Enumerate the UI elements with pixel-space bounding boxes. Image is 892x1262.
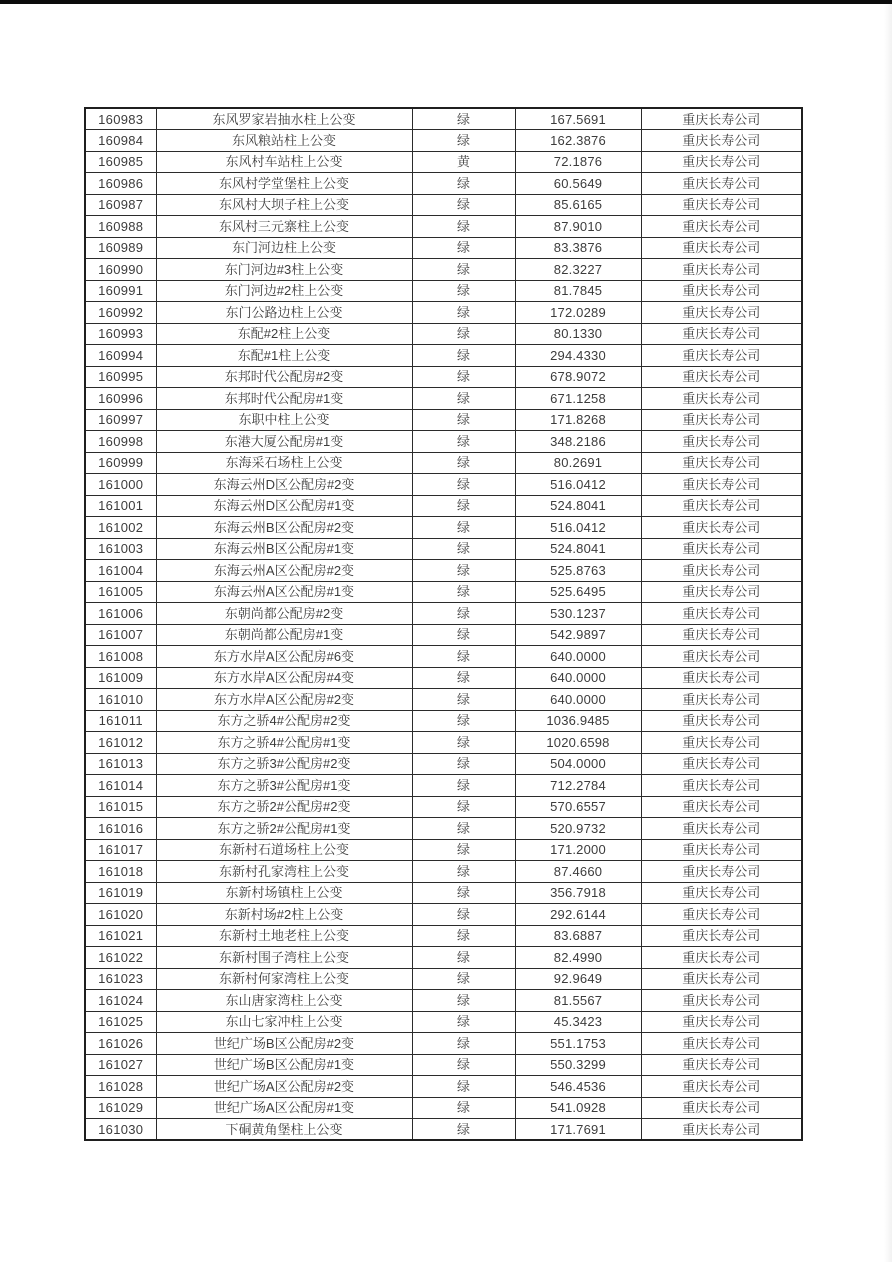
cell-org: 重庆长寿公司 — [641, 517, 802, 539]
cell-name: 世纪广场B区公配房#1变 — [156, 1054, 412, 1076]
cell-status: 绿 — [412, 173, 515, 195]
cell-name: 东门公路边柱上公变 — [156, 302, 412, 324]
cell-status: 绿 — [412, 710, 515, 732]
cell-org: 重庆长寿公司 — [641, 818, 802, 840]
cell-value: 92.9649 — [515, 968, 641, 990]
cell-org: 重庆长寿公司 — [641, 474, 802, 496]
cell-value: 516.0412 — [515, 517, 641, 539]
cell-name: 东风粮站柱上公变 — [156, 130, 412, 152]
cell-name: 东风村车站柱上公变 — [156, 151, 412, 173]
cell-org: 重庆长寿公司 — [641, 646, 802, 668]
cell-value: 640.0000 — [515, 689, 641, 711]
table-row — [85, 796, 802, 818]
cell-org: 重庆长寿公司 — [641, 710, 802, 732]
cell-org: 重庆长寿公司 — [641, 1033, 802, 1055]
cell-name: 东配#1柱上公变 — [156, 345, 412, 367]
cell-id: 161014 — [85, 775, 156, 797]
table-row — [85, 237, 802, 259]
cell-org: 重庆长寿公司 — [641, 388, 802, 410]
cell-org: 重庆长寿公司 — [641, 560, 802, 582]
cell-status: 绿 — [412, 517, 515, 539]
table-row — [85, 302, 802, 324]
cell-status: 绿 — [412, 839, 515, 861]
cell-org: 重庆长寿公司 — [641, 237, 802, 259]
table-row — [85, 1033, 802, 1055]
cell-org: 重庆长寿公司 — [641, 1119, 802, 1141]
transformer-load-table — [84, 107, 803, 1141]
cell-value: 45.3423 — [515, 1011, 641, 1033]
cell-name: 东新村孔家湾柱上公变 — [156, 861, 412, 883]
table-row — [85, 753, 802, 775]
cell-id: 161029 — [85, 1097, 156, 1119]
cell-value: 712.2784 — [515, 775, 641, 797]
cell-id: 160983 — [85, 108, 156, 130]
cell-status: 绿 — [412, 345, 515, 367]
cell-org: 重庆长寿公司 — [641, 925, 802, 947]
cell-value: 83.6887 — [515, 925, 641, 947]
cell-id: 161019 — [85, 882, 156, 904]
cell-name: 东新村石道场柱上公变 — [156, 839, 412, 861]
cell-name: 东门河边柱上公变 — [156, 237, 412, 259]
cell-value: 292.6144 — [515, 904, 641, 926]
cell-name: 东邦时代公配房#2变 — [156, 366, 412, 388]
table-row — [85, 1119, 802, 1141]
cell-name: 东港大厦公配房#1变 — [156, 431, 412, 453]
cell-org: 重庆长寿公司 — [641, 1054, 802, 1076]
cell-name: 下硐黄角堡柱上公变 — [156, 1119, 412, 1141]
cell-name: 东山唐家湾柱上公变 — [156, 990, 412, 1012]
table-row — [85, 861, 802, 883]
cell-value: 520.9732 — [515, 818, 641, 840]
cell-name: 世纪广场A区公配房#1变 — [156, 1097, 412, 1119]
cell-org: 重庆长寿公司 — [641, 323, 802, 345]
cell-value: 546.4536 — [515, 1076, 641, 1098]
cell-value: 171.2000 — [515, 839, 641, 861]
cell-value: 162.3876 — [515, 130, 641, 152]
cell-status: 绿 — [412, 1011, 515, 1033]
cell-name: 东方之骄4#公配房#2变 — [156, 710, 412, 732]
cell-id: 160995 — [85, 366, 156, 388]
table-row — [85, 947, 802, 969]
cell-org: 重庆长寿公司 — [641, 796, 802, 818]
cell-value: 516.0412 — [515, 474, 641, 496]
cell-status: 绿 — [412, 753, 515, 775]
cell-status: 绿 — [412, 495, 515, 517]
cell-value: 550.3299 — [515, 1054, 641, 1076]
cell-id: 161017 — [85, 839, 156, 861]
cell-status: 绿 — [412, 388, 515, 410]
cell-id: 161015 — [85, 796, 156, 818]
cell-value: 524.8041 — [515, 538, 641, 560]
cell-value: 542.9897 — [515, 624, 641, 646]
cell-name: 东新村何家湾柱上公变 — [156, 968, 412, 990]
cell-org: 重庆长寿公司 — [641, 409, 802, 431]
cell-value: 80.2691 — [515, 452, 641, 474]
cell-id: 160991 — [85, 280, 156, 302]
cell-id: 161012 — [85, 732, 156, 754]
cell-name: 东门河边#3柱上公变 — [156, 259, 412, 281]
table-row — [85, 904, 802, 926]
cell-org: 重庆长寿公司 — [641, 280, 802, 302]
cell-org: 重庆长寿公司 — [641, 345, 802, 367]
cell-name: 东风村三元寨柱上公变 — [156, 216, 412, 238]
cell-id: 161020 — [85, 904, 156, 926]
cell-value: 294.4330 — [515, 345, 641, 367]
cell-name: 东方之骄3#公配房#2变 — [156, 753, 412, 775]
table-row — [85, 108, 802, 130]
cell-id: 161023 — [85, 968, 156, 990]
cell-org: 重庆长寿公司 — [641, 581, 802, 603]
cell-id: 160988 — [85, 216, 156, 238]
table-row — [85, 646, 802, 668]
cell-status: 绿 — [412, 925, 515, 947]
cell-org: 重庆长寿公司 — [641, 753, 802, 775]
cell-id: 160993 — [85, 323, 156, 345]
cell-id: 161025 — [85, 1011, 156, 1033]
cell-status: 绿 — [412, 280, 515, 302]
cell-status: 绿 — [412, 667, 515, 689]
table-row — [85, 1011, 802, 1033]
cell-value: 541.0928 — [515, 1097, 641, 1119]
table-row — [85, 990, 802, 1012]
table-row — [85, 474, 802, 496]
cell-status: 绿 — [412, 431, 515, 453]
cell-id: 161001 — [85, 495, 156, 517]
table-row — [85, 1097, 802, 1119]
cell-status: 绿 — [412, 194, 515, 216]
cell-value: 356.7918 — [515, 882, 641, 904]
cell-name: 东海云州A区公配房#1变 — [156, 581, 412, 603]
cell-name: 东海云州D区公配房#1变 — [156, 495, 412, 517]
cell-status: 绿 — [412, 796, 515, 818]
cell-id: 161028 — [85, 1076, 156, 1098]
cell-status: 绿 — [412, 108, 515, 130]
cell-value: 83.3876 — [515, 237, 641, 259]
cell-id: 161018 — [85, 861, 156, 883]
table-body — [85, 108, 802, 1140]
table-row — [85, 603, 802, 625]
table-row — [85, 775, 802, 797]
cell-org: 重庆长寿公司 — [641, 947, 802, 969]
cell-org: 重庆长寿公司 — [641, 130, 802, 152]
cell-name: 东方水岸A区公配房#2变 — [156, 689, 412, 711]
table-row — [85, 194, 802, 216]
cell-value: 85.6165 — [515, 194, 641, 216]
cell-value: 87.9010 — [515, 216, 641, 238]
cell-id: 161016 — [85, 818, 156, 840]
table-row — [85, 560, 802, 582]
table-row — [85, 667, 802, 689]
cell-id: 161009 — [85, 667, 156, 689]
cell-status: 黄 — [412, 151, 515, 173]
cell-value: 525.8763 — [515, 560, 641, 582]
cell-status: 绿 — [412, 581, 515, 603]
cell-org: 重庆长寿公司 — [641, 431, 802, 453]
table-row — [85, 151, 802, 173]
cell-id: 161027 — [85, 1054, 156, 1076]
cell-status: 绿 — [412, 538, 515, 560]
cell-value: 671.1258 — [515, 388, 641, 410]
table-row — [85, 882, 802, 904]
cell-status: 绿 — [412, 130, 515, 152]
cell-status: 绿 — [412, 1054, 515, 1076]
table-row — [85, 839, 802, 861]
cell-value: 171.8268 — [515, 409, 641, 431]
cell-id: 161008 — [85, 646, 156, 668]
cell-name: 东海采石场柱上公变 — [156, 452, 412, 474]
cell-name: 东职中柱上公变 — [156, 409, 412, 431]
cell-name: 世纪广场B区公配房#2变 — [156, 1033, 412, 1055]
cell-id: 160998 — [85, 431, 156, 453]
cell-org: 重庆长寿公司 — [641, 108, 802, 130]
cell-name: 东方水岸A区公配房#6变 — [156, 646, 412, 668]
cell-id: 161007 — [85, 624, 156, 646]
cell-org: 重庆长寿公司 — [641, 452, 802, 474]
cell-org: 重庆长寿公司 — [641, 538, 802, 560]
cell-value: 570.6557 — [515, 796, 641, 818]
table-row — [85, 624, 802, 646]
cell-org: 重庆长寿公司 — [641, 882, 802, 904]
cell-status: 绿 — [412, 1033, 515, 1055]
cell-org: 重庆长寿公司 — [641, 839, 802, 861]
cell-value: 172.0289 — [515, 302, 641, 324]
cell-name: 东风村大坝子柱上公变 — [156, 194, 412, 216]
cell-name: 东新村围子湾柱上公变 — [156, 947, 412, 969]
cell-id: 160996 — [85, 388, 156, 410]
cell-name: 东海云州B区公配房#2变 — [156, 517, 412, 539]
cell-id: 161022 — [85, 947, 156, 969]
cell-org: 重庆长寿公司 — [641, 194, 802, 216]
cell-value: 81.5567 — [515, 990, 641, 1012]
cell-id: 161000 — [85, 474, 156, 496]
cell-id: 160985 — [85, 151, 156, 173]
cell-org: 重庆长寿公司 — [641, 775, 802, 797]
cell-org: 重庆长寿公司 — [641, 173, 802, 195]
cell-value: 551.1753 — [515, 1033, 641, 1055]
cell-status: 绿 — [412, 861, 515, 883]
cell-status: 绿 — [412, 968, 515, 990]
cell-name: 东海云州D区公配房#2变 — [156, 474, 412, 496]
cell-org: 重庆长寿公司 — [641, 1076, 802, 1098]
table-row — [85, 732, 802, 754]
cell-status: 绿 — [412, 904, 515, 926]
scan-edge-top-bar — [0, 0, 892, 4]
cell-id: 161021 — [85, 925, 156, 947]
cell-org: 重庆长寿公司 — [641, 216, 802, 238]
cell-id: 161002 — [85, 517, 156, 539]
cell-status: 绿 — [412, 560, 515, 582]
cell-id: 160990 — [85, 259, 156, 281]
cell-name: 东新村场镇柱上公变 — [156, 882, 412, 904]
cell-value: 504.0000 — [515, 753, 641, 775]
cell-value: 167.5691 — [515, 108, 641, 130]
cell-value: 60.5649 — [515, 173, 641, 195]
cell-name: 东配#2柱上公变 — [156, 323, 412, 345]
cell-name: 东方之骄2#公配房#2变 — [156, 796, 412, 818]
cell-status: 绿 — [412, 689, 515, 711]
cell-status: 绿 — [412, 818, 515, 840]
table-row — [85, 710, 802, 732]
cell-status: 绿 — [412, 775, 515, 797]
cell-name: 东风罗家岩抽水柱上公变 — [156, 108, 412, 130]
cell-org: 重庆长寿公司 — [641, 667, 802, 689]
cell-org: 重庆长寿公司 — [641, 732, 802, 754]
cell-status: 绿 — [412, 302, 515, 324]
cell-name: 东方之骄4#公配房#1变 — [156, 732, 412, 754]
cell-id: 161003 — [85, 538, 156, 560]
cell-value: 72.1876 — [515, 151, 641, 173]
cell-name: 东海云州B区公配房#1变 — [156, 538, 412, 560]
cell-value: 1036.9485 — [515, 710, 641, 732]
cell-id: 161004 — [85, 560, 156, 582]
table-row — [85, 452, 802, 474]
cell-value: 348.2186 — [515, 431, 641, 453]
cell-value: 82.4990 — [515, 947, 641, 969]
cell-id: 161005 — [85, 581, 156, 603]
cell-value: 1020.6598 — [515, 732, 641, 754]
cell-status: 绿 — [412, 216, 515, 238]
cell-status: 绿 — [412, 646, 515, 668]
table-row — [85, 968, 802, 990]
cell-status: 绿 — [412, 1076, 515, 1098]
cell-id: 161010 — [85, 689, 156, 711]
table-row — [85, 216, 802, 238]
cell-id: 161006 — [85, 603, 156, 625]
cell-name: 东新村土地老柱上公变 — [156, 925, 412, 947]
table-row — [85, 517, 802, 539]
cell-name: 东新村场#2柱上公变 — [156, 904, 412, 926]
cell-id: 160997 — [85, 409, 156, 431]
cell-value: 82.3227 — [515, 259, 641, 281]
cell-id: 161026 — [85, 1033, 156, 1055]
cell-value: 678.9072 — [515, 366, 641, 388]
cell-status: 绿 — [412, 882, 515, 904]
cell-id: 160992 — [85, 302, 156, 324]
cell-status: 绿 — [412, 603, 515, 625]
cell-status: 绿 — [412, 732, 515, 754]
cell-name: 东邦时代公配房#1变 — [156, 388, 412, 410]
cell-status: 绿 — [412, 259, 515, 281]
cell-value: 640.0000 — [515, 646, 641, 668]
cell-org: 重庆长寿公司 — [641, 302, 802, 324]
table-row — [85, 345, 802, 367]
cell-org: 重庆长寿公司 — [641, 151, 802, 173]
cell-id: 160984 — [85, 130, 156, 152]
cell-value: 640.0000 — [515, 667, 641, 689]
cell-org: 重庆长寿公司 — [641, 495, 802, 517]
table-row — [85, 538, 802, 560]
cell-status: 绿 — [412, 624, 515, 646]
cell-name: 东朝尚都公配房#2变 — [156, 603, 412, 625]
cell-name: 东门河边#2柱上公变 — [156, 280, 412, 302]
cell-name: 东山七家冲柱上公变 — [156, 1011, 412, 1033]
cell-name: 东海云州A区公配房#2变 — [156, 560, 412, 582]
table-row — [85, 366, 802, 388]
table-row — [85, 173, 802, 195]
table-row — [85, 1076, 802, 1098]
cell-id: 160999 — [85, 452, 156, 474]
cell-status: 绿 — [412, 1119, 515, 1141]
cell-id: 160987 — [85, 194, 156, 216]
cell-org: 重庆长寿公司 — [641, 968, 802, 990]
table-row — [85, 581, 802, 603]
cell-org: 重庆长寿公司 — [641, 624, 802, 646]
cell-id: 161013 — [85, 753, 156, 775]
table-row — [85, 409, 802, 431]
cell-value: 81.7845 — [515, 280, 641, 302]
cell-value: 171.7691 — [515, 1119, 641, 1141]
table-row — [85, 130, 802, 152]
cell-value: 530.1237 — [515, 603, 641, 625]
cell-id: 160986 — [85, 173, 156, 195]
cell-status: 绿 — [412, 366, 515, 388]
scan-edge-shade — [884, 4, 892, 1262]
cell-id: 160989 — [85, 237, 156, 259]
cell-status: 绿 — [412, 323, 515, 345]
cell-status: 绿 — [412, 237, 515, 259]
table-row — [85, 818, 802, 840]
cell-name: 东方水岸A区公配房#4变 — [156, 667, 412, 689]
cell-org: 重庆长寿公司 — [641, 990, 802, 1012]
cell-value: 80.1330 — [515, 323, 641, 345]
cell-org: 重庆长寿公司 — [641, 366, 802, 388]
table-row — [85, 280, 802, 302]
table-row — [85, 1054, 802, 1076]
table-row — [85, 323, 802, 345]
cell-value: 525.6495 — [515, 581, 641, 603]
cell-name: 东风村学堂堡柱上公变 — [156, 173, 412, 195]
cell-id: 161030 — [85, 1119, 156, 1141]
cell-id: 160994 — [85, 345, 156, 367]
cell-org: 重庆长寿公司 — [641, 904, 802, 926]
cell-status: 绿 — [412, 474, 515, 496]
cell-org: 重庆长寿公司 — [641, 1011, 802, 1033]
cell-id: 161024 — [85, 990, 156, 1012]
cell-status: 绿 — [412, 409, 515, 431]
cell-id: 161011 — [85, 710, 156, 732]
cell-org: 重庆长寿公司 — [641, 1097, 802, 1119]
cell-value: 524.8041 — [515, 495, 641, 517]
table-row — [85, 388, 802, 410]
table-row — [85, 431, 802, 453]
table-row — [85, 259, 802, 281]
cell-org: 重庆长寿公司 — [641, 603, 802, 625]
cell-status: 绿 — [412, 452, 515, 474]
table-row — [85, 689, 802, 711]
cell-name: 世纪广场A区公配房#2变 — [156, 1076, 412, 1098]
cell-status: 绿 — [412, 947, 515, 969]
cell-status: 绿 — [412, 1097, 515, 1119]
cell-value: 87.4660 — [515, 861, 641, 883]
cell-org: 重庆长寿公司 — [641, 689, 802, 711]
cell-org: 重庆长寿公司 — [641, 861, 802, 883]
table-row — [85, 925, 802, 947]
cell-name: 东方之骄3#公配房#1变 — [156, 775, 412, 797]
table-row — [85, 495, 802, 517]
cell-status: 绿 — [412, 990, 515, 1012]
cell-org: 重庆长寿公司 — [641, 259, 802, 281]
cell-name: 东朝尚都公配房#1变 — [156, 624, 412, 646]
cell-name: 东方之骄2#公配房#1变 — [156, 818, 412, 840]
